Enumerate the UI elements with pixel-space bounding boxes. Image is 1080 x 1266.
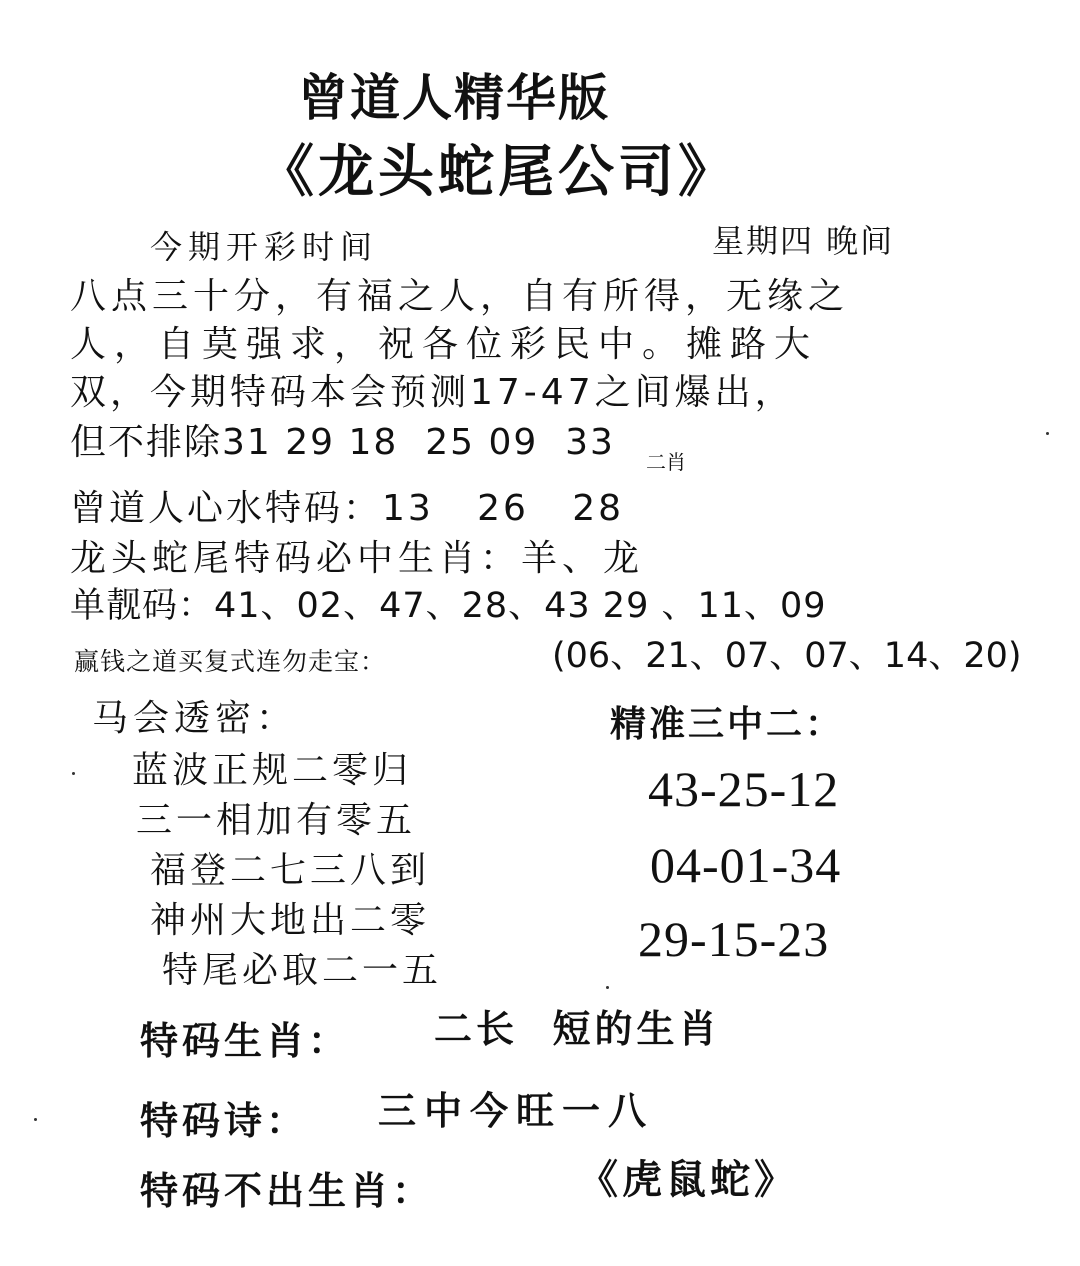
single-numbers: 单靓码：41、02、47、28、43 29 、11、09 (70, 586, 827, 626)
horse-club-line: 神州大地出二零 (150, 900, 431, 941)
scan-speck (606, 986, 609, 989)
horse-club-line: 特尾必取二一五 (162, 950, 443, 991)
scan-speck (72, 772, 75, 775)
intro-line-4-note: 二肖 (646, 450, 686, 474)
special-poem-value: 三中今旺一八 (378, 1089, 655, 1133)
special-zodiac-value: 二长 短的生肖 (434, 1007, 721, 1051)
horse-club-heading: 马会透密： (92, 698, 298, 739)
intro-line-4: 但不排除31 29 18 25 09 33 (70, 422, 615, 463)
precise-heading: 精准三中二： (610, 704, 845, 745)
special-zodiac-label: 特码生肖： (140, 1019, 351, 1063)
excluded-zodiac-value: 《虎鼠蛇》 (578, 1157, 798, 1203)
intro-line-3: 双，今期特码本会预测17-47之间爆出， (70, 372, 795, 413)
page-subtitle: 《龙头蛇尾公司》 (258, 140, 738, 205)
special-poem-label: 特码诗： (140, 1099, 309, 1143)
win-way-numbers: (06、21、07、07、14、20) (552, 636, 1022, 676)
heart-water-numbers: 曾道人心水特码：13 26 28 (70, 488, 625, 529)
intro-line-2: 人，自莫强求，祝各位彩民中。摊路大 (70, 324, 819, 365)
precise-row: 04-01-34 (650, 837, 842, 893)
horse-club-line: 三一相加有零五 (136, 800, 417, 841)
horse-club-line: 福登二七三八到 (150, 850, 431, 891)
win-way-label: 赢钱之道买复式连勿走宝： (74, 647, 387, 676)
precise-row: 29-15-23 (638, 911, 830, 967)
page-title: 曾道人精华版 (298, 69, 610, 127)
draw-time-label: 今期开彩时间 (150, 228, 379, 266)
horse-club-line: 蓝波正规二零归 (132, 750, 413, 791)
draw-time-day: 星期四 晚间 (712, 222, 895, 260)
intro-line-1: 八点三十分，有福之人，自有所得，无缘之 (70, 276, 850, 317)
precise-row: 43-25-12 (648, 761, 840, 817)
zodiac-pick: 龙头蛇尾特码必中生肖：羊、龙 (70, 538, 645, 579)
scan-speck (34, 1118, 37, 1121)
scan-speck (1046, 432, 1049, 435)
excluded-zodiac-label: 特码不出生肖： (140, 1169, 435, 1213)
